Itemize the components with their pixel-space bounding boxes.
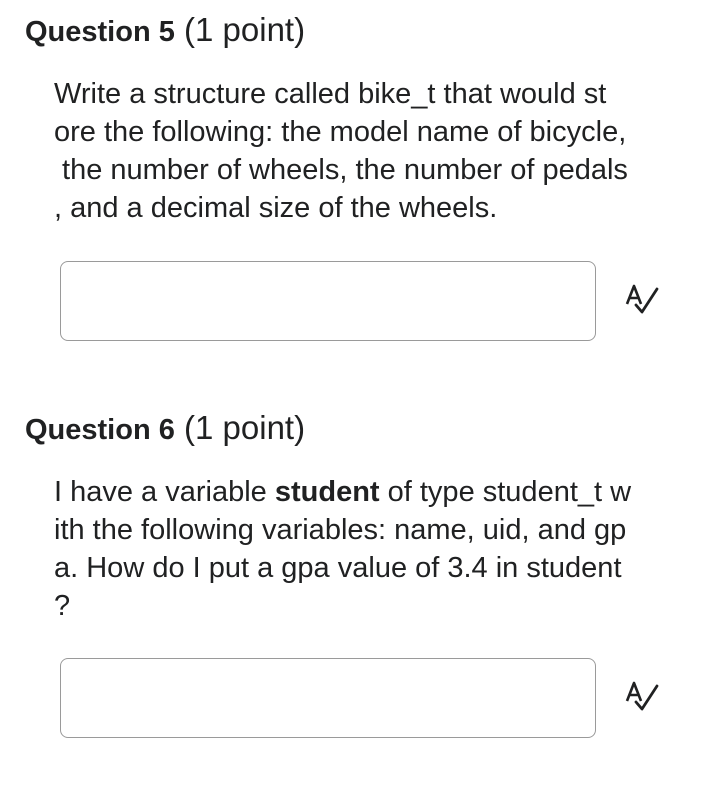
- answer-input[interactable]: [60, 658, 596, 738]
- prompt-text: of type student_t w: [379, 476, 632, 508]
- spellcheck-icon[interactable]: [622, 279, 664, 321]
- question-prompt: [54, 473, 704, 625]
- question-points: (1 point): [184, 409, 306, 446]
- prompt-line: ore the following: the model name of bicycle,: [54, 116, 627, 148]
- spellcheck-icon[interactable]: [622, 676, 664, 718]
- prompt-text: I have a variable: [54, 476, 275, 508]
- prompt-line: ?: [54, 590, 71, 622]
- answer-input[interactable]: [60, 261, 596, 341]
- question-header: [25, 10, 305, 52]
- prompt-line: a. How do I put a gpa value of 3.4 in student: [54, 552, 622, 584]
- question-header: [25, 408, 305, 450]
- question-title: Question 6: [25, 414, 175, 446]
- question-title: Question 5: [25, 16, 175, 48]
- prompt-line: [54, 473, 704, 511]
- question-prompt: [54, 75, 704, 227]
- question-points: (1 point): [184, 11, 306, 48]
- prompt-line: ith the following variables: name, uid, and gp: [54, 514, 627, 546]
- prompt-bold-term: student: [274, 476, 380, 508]
- prompt-line: , and a decimal size of the wheels.: [54, 192, 498, 224]
- prompt-line: the number of wheels, the number of pedals: [54, 154, 628, 186]
- prompt-line: Write a structure called bike_t that would st: [54, 78, 607, 110]
